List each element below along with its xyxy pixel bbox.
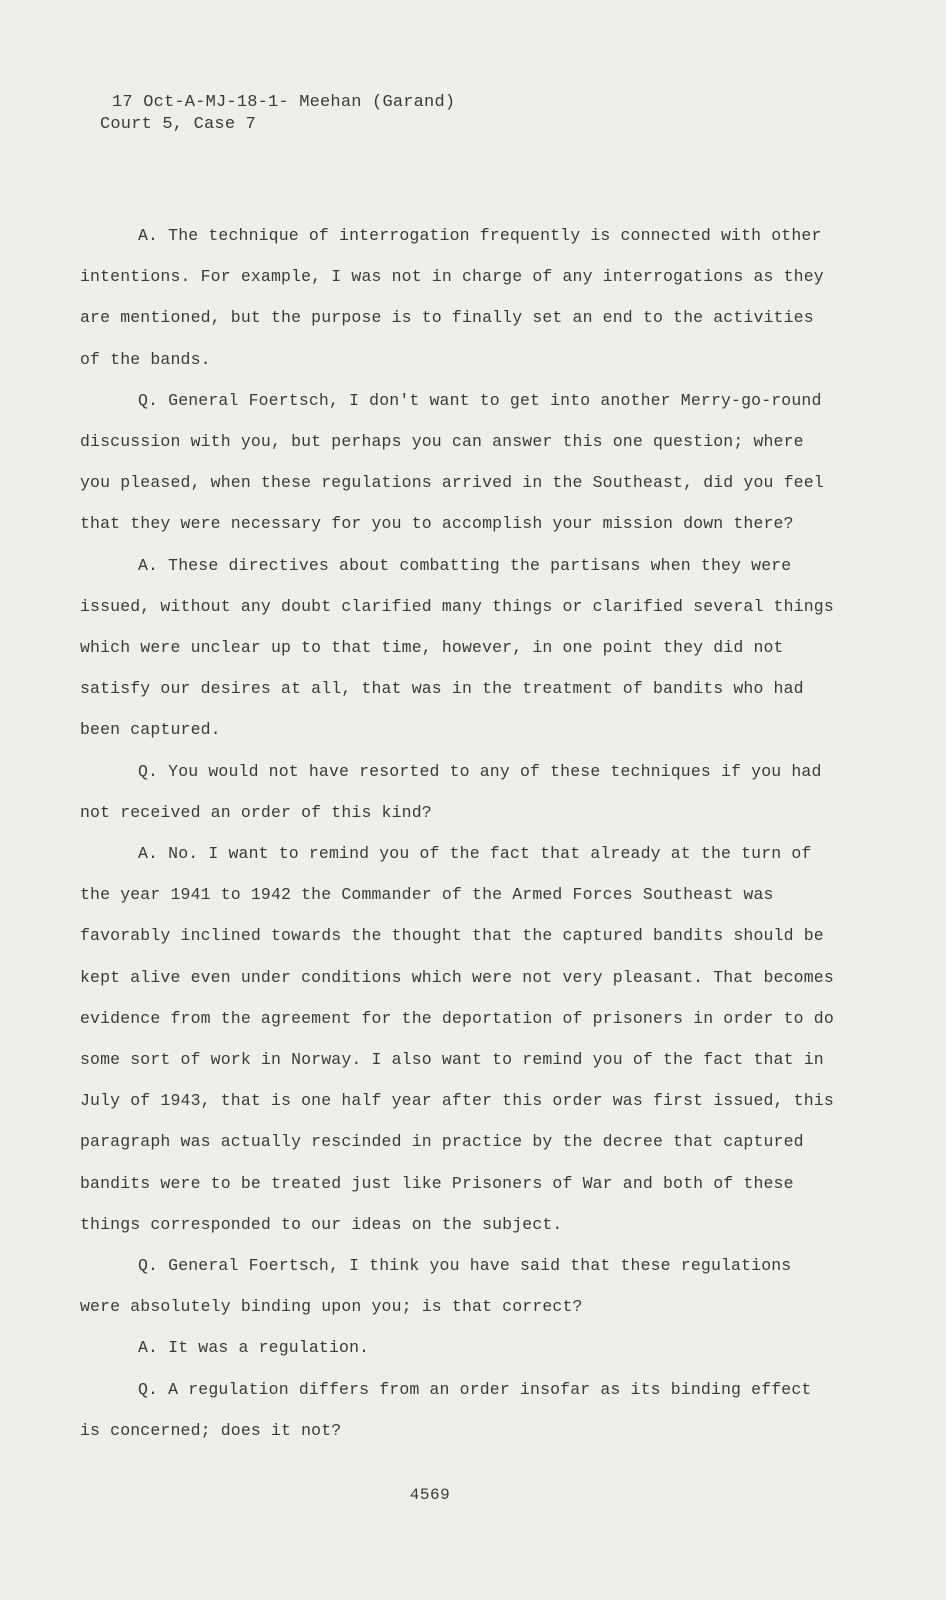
transcript-paragraph: A. The technique of interrogation frequently is connected with other intentions. For example, I was not in charge of any interrogations as they are mentioned, but the purpose is to finally set an end to the activities of the bands. — [80, 226, 824, 369]
document-header — [100, 92, 455, 136]
transcript-paragraph: Q. General Foertsch, I don't want to get into another Merry-go-round discussion with you, but perhaps you can answer this one question; where you pleased, when these regulations arrived in the Southeast, did you feel that they were necessary for you to accomplish your mission down there? — [80, 390, 824, 534]
transcript-paragraph: Q. General Foertsch, I think you have said that these regulations were absolutely binding upon you; is that correct? — [80, 1256, 792, 1317]
transcript-paragraph: Q. A regulation differs from an order insofar as its binding effect is concerned; does it not? — [80, 1379, 812, 1440]
transcript-body — [80, 215, 840, 1451]
transcript-paragraph: A. No. I want to remind you of the fact that already at the turn of the year 1941 to 1942 the Commander of the Armed Forces Southeast was favorably inclined towards the thought that the captured bandits should be kept alive even under conditions which were not very pleasant. That becomes evidence from the agreement for the deportation of prisoners in order to do some sort of work in Norway. I also want to remind you of the fact that in July of 1943, that is one half year after this order was first issued, this paragraph was actually rescinded in practice by the decree that captured bandits were to be treated just like Prisoners of War and both of these things corresponded to our ideas on the subject. — [80, 844, 834, 1234]
transcript-paragraph: A. It was a regulation. — [138, 1338, 370, 1358]
header-court-case: Court 5, Case 7 — [100, 115, 257, 134]
transcript-paragraph: Q. You would not have resorted to any of these techniques if you had not received an order of this kind? — [80, 761, 822, 822]
page-number: 4569 — [409, 1486, 451, 1504]
transcript-paragraph: A. These directives about combatting the partisans when they were issued, without any doubt clarified many things or clarified several things which were unclear up to that time, however, in one point they did not satisfy our desires at all, that was in the treatment of bandits who had been captured. — [80, 555, 834, 740]
header-case-reference: 17 Oct-A-MJ-18-1- Meehan (Garand) — [112, 93, 456, 112]
